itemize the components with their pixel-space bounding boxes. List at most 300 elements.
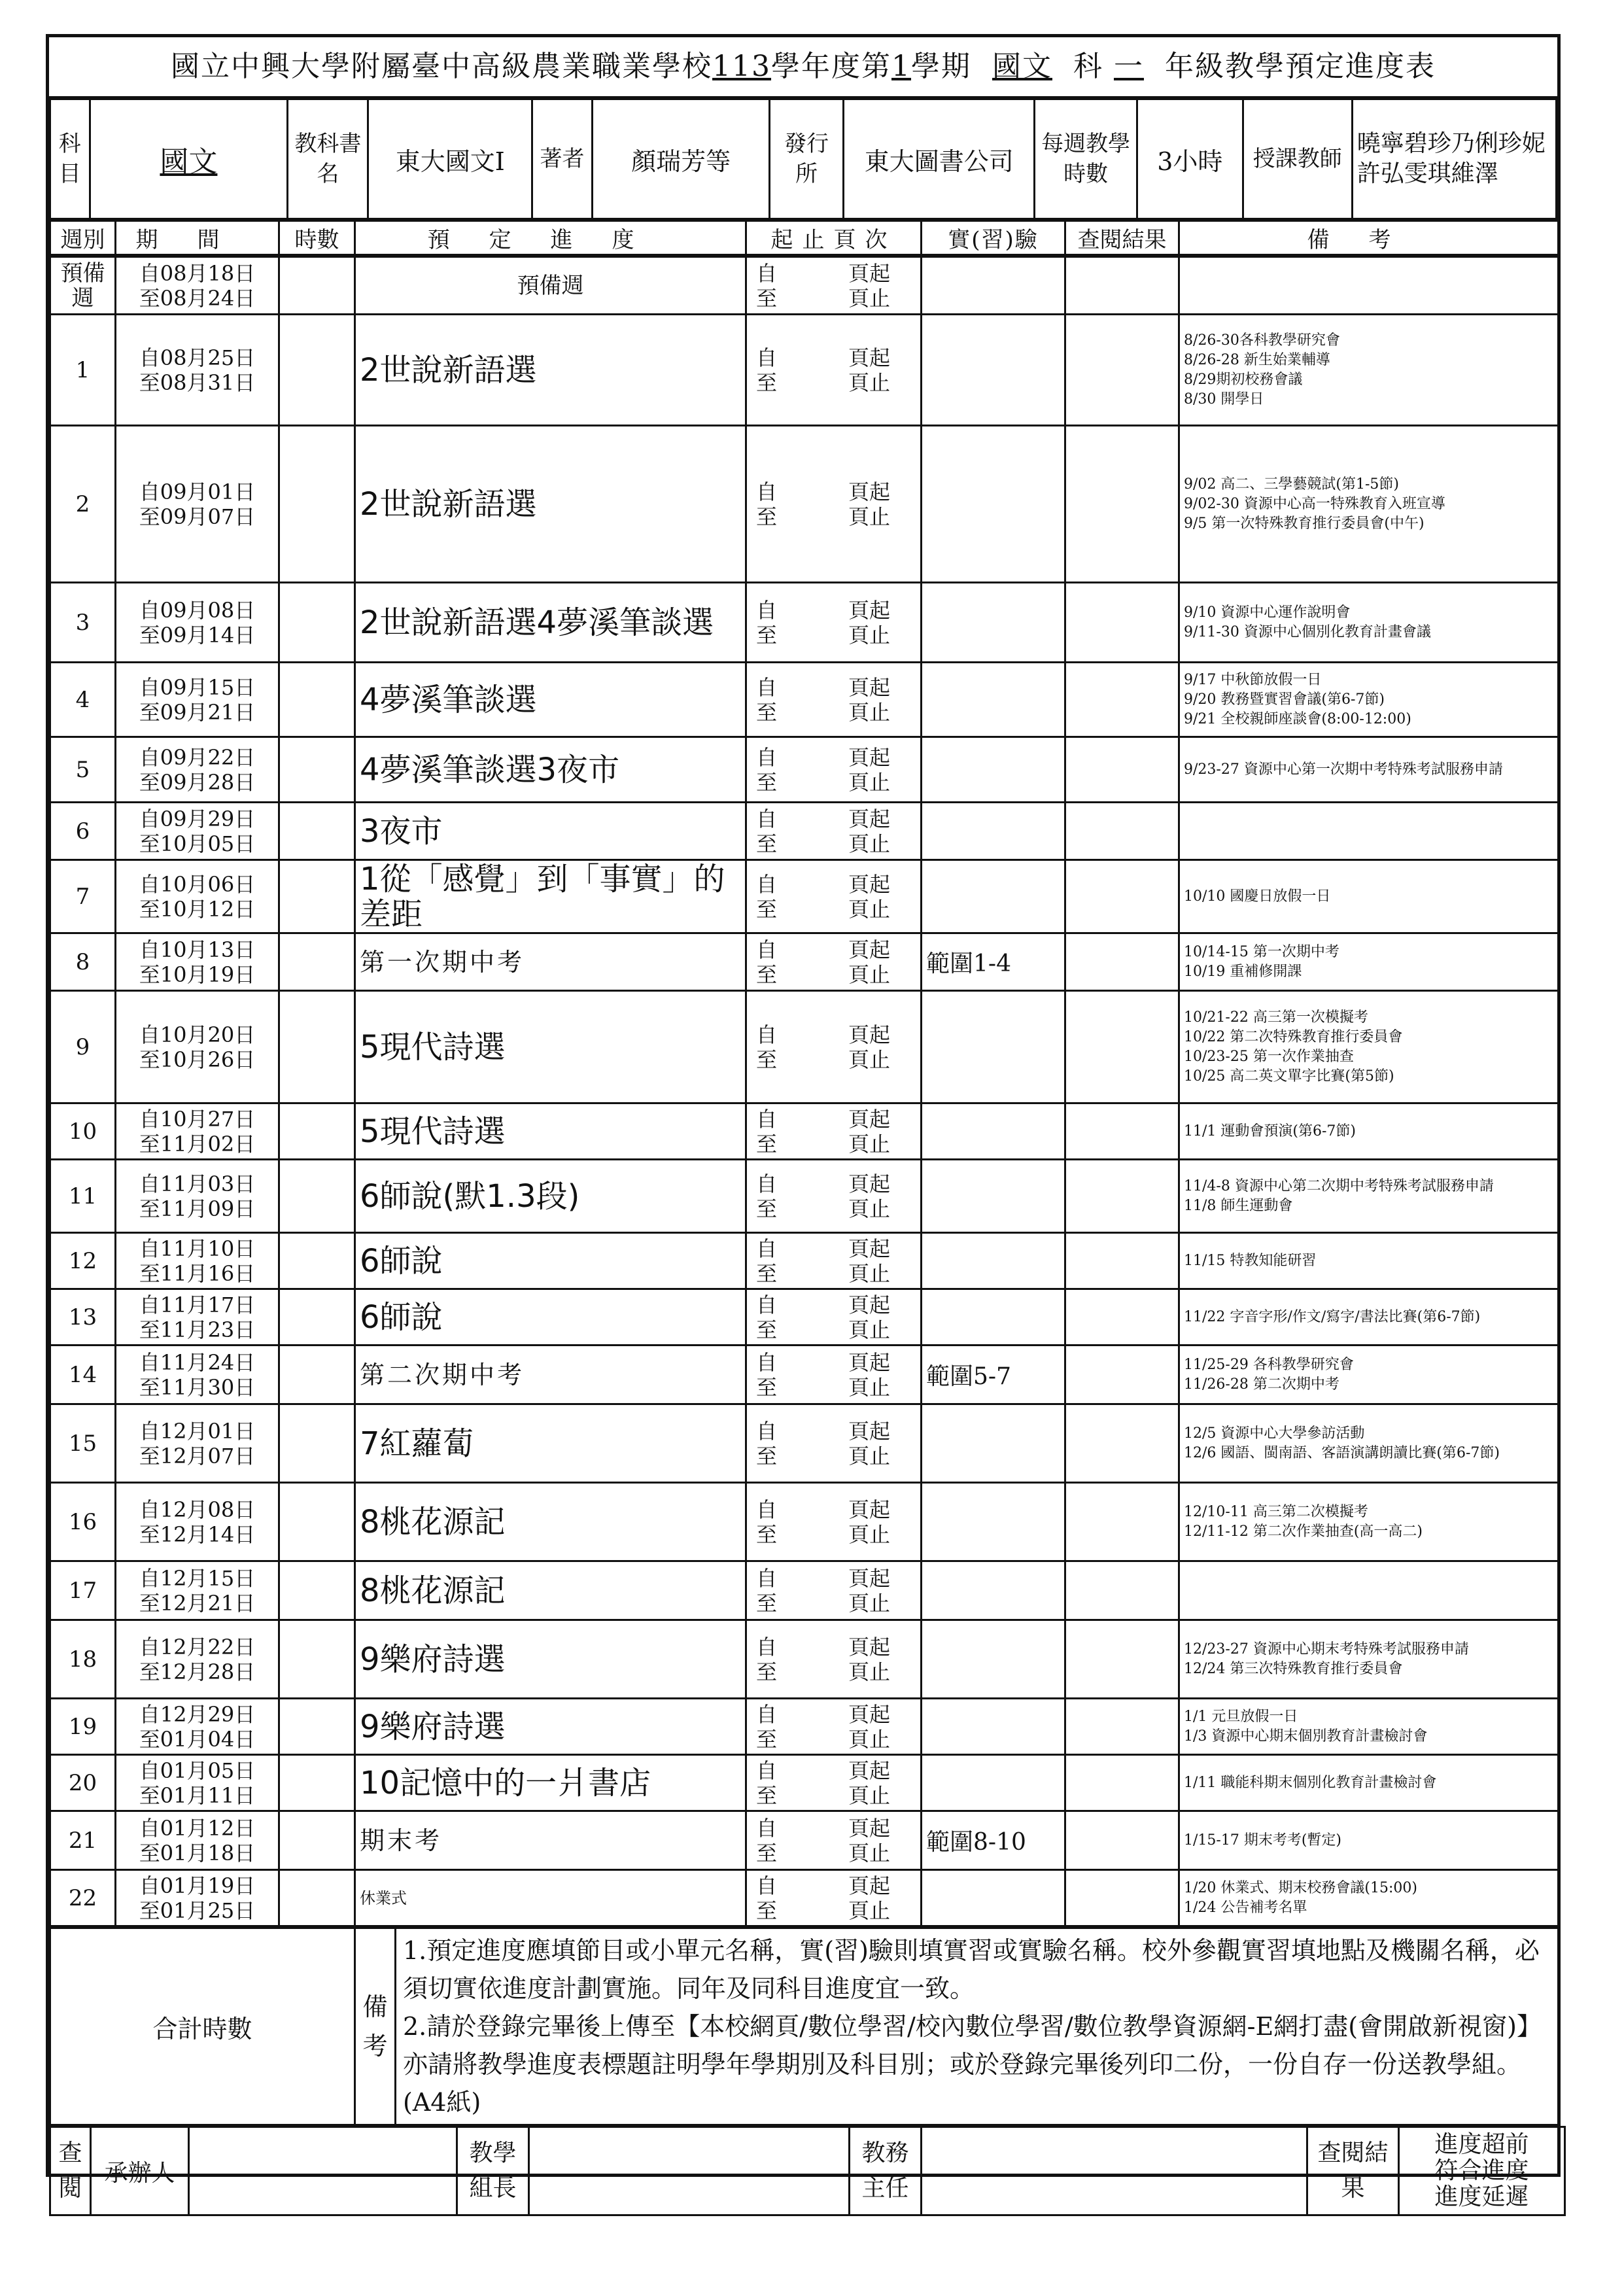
week-period xyxy=(116,1404,279,1483)
week-number: 10 xyxy=(50,1103,116,1160)
period-from: 自01月05日 xyxy=(139,1758,256,1783)
schedule-sheet xyxy=(46,34,1561,2210)
week-review xyxy=(1065,1870,1179,1926)
page-range xyxy=(746,1620,922,1699)
page-to-label: 頁止 xyxy=(848,769,890,795)
week-hours xyxy=(279,1346,355,1404)
from-label: 自 xyxy=(756,479,778,504)
page-range xyxy=(746,1561,922,1620)
week-lab xyxy=(922,737,1065,803)
period-from: 自11月17日 xyxy=(139,1292,256,1317)
week-row xyxy=(50,1755,1559,1811)
handler-label: 承辦人 xyxy=(91,2127,189,2215)
to-label: 至 xyxy=(756,1260,778,1286)
progress-status-options[interactable] xyxy=(1399,2127,1565,2215)
week-notes xyxy=(1179,1755,1559,1811)
page-range xyxy=(746,1811,922,1870)
note-line: 10/25 高二英文單字比賽(第5節) xyxy=(1184,1068,1394,1085)
period-to: 至12月14日 xyxy=(139,1521,256,1547)
week-number: 19 xyxy=(50,1699,116,1755)
week-review xyxy=(1065,257,1179,315)
week-review xyxy=(1065,583,1179,663)
week-notes xyxy=(1179,737,1559,803)
week-progress: 預備週 xyxy=(355,257,746,315)
period-to: 至09月07日 xyxy=(139,504,256,529)
page-from-label: 頁起 xyxy=(848,744,890,770)
period-to: 至12月28日 xyxy=(139,1659,256,1684)
page-range xyxy=(746,426,922,583)
from-label: 自 xyxy=(756,1565,778,1591)
period-to: 至09月21日 xyxy=(139,699,256,725)
note-line: 1/3 資源中心期末個別教育計畫檢討會 xyxy=(1184,1728,1428,1745)
week-progress: 6師說 xyxy=(355,1289,746,1346)
note-line: 8/29期初校務會議 xyxy=(1184,371,1303,388)
week-lab xyxy=(922,583,1065,663)
week-notes xyxy=(1179,1561,1559,1620)
week-period xyxy=(116,991,279,1103)
page-from-label: 頁起 xyxy=(848,806,890,831)
week-row xyxy=(50,860,1559,933)
week-progress: 10記憶中的一爿書店 xyxy=(355,1755,746,1811)
week-notes xyxy=(1179,1103,1559,1160)
to-label: 至 xyxy=(756,1196,778,1221)
period-to: 至08月31日 xyxy=(139,370,256,395)
week-notes xyxy=(1179,1620,1559,1699)
note-line: 11/25-29 各科教學研究會 xyxy=(1184,1356,1354,1373)
from-label: 自 xyxy=(756,1873,778,1898)
note-line: 9/17 中秋節放假一日 xyxy=(1184,671,1322,688)
academic-director-label: 教務主任 xyxy=(850,2127,922,2215)
header-period: 期間 xyxy=(116,221,279,255)
week-row xyxy=(50,315,1559,426)
week-row xyxy=(50,737,1559,803)
week-review xyxy=(1065,1103,1179,1160)
note-line: 11/8 師生運動會 xyxy=(1184,1197,1293,1214)
note-line: 8/26-30各科教學研究會 xyxy=(1184,332,1340,349)
week-review xyxy=(1065,1561,1179,1620)
week-review xyxy=(1065,1483,1179,1561)
week-notes xyxy=(1179,991,1559,1103)
status-behind: 進度延遲 xyxy=(1434,2183,1529,2210)
week-number: 22 xyxy=(50,1870,116,1926)
period-from: 自11月24日 xyxy=(139,1349,256,1375)
page-from-label: 頁起 xyxy=(848,1634,890,1659)
period-from: 自10月20日 xyxy=(139,1022,256,1047)
page-from-label: 頁起 xyxy=(848,1497,890,1522)
week-lab xyxy=(922,860,1065,933)
note-line: 12/5 資源中心大學參訪活動 xyxy=(1184,1425,1365,1442)
week-review xyxy=(1065,991,1179,1103)
week-progress: 1從「感覺」到「事實」的差距 xyxy=(355,860,746,933)
note-line: 8/26-28 新生始業輔導 xyxy=(1184,351,1330,368)
week-period xyxy=(116,1103,279,1160)
week-hours xyxy=(279,1811,355,1870)
period-to: 至01月11日 xyxy=(139,1782,256,1808)
week-row xyxy=(50,1346,1559,1404)
review-result-label: 查閱結果 xyxy=(1307,2127,1399,2215)
note-line: 10/10 國慶日放假一日 xyxy=(1184,888,1331,905)
week-hours xyxy=(279,737,355,803)
page-from-label: 頁起 xyxy=(848,1758,890,1783)
week-hours xyxy=(279,1404,355,1483)
to-label: 至 xyxy=(756,1443,778,1468)
to-label: 至 xyxy=(756,504,778,529)
week-number: 11 xyxy=(50,1160,116,1233)
week-progress: 5現代詩選 xyxy=(355,1103,746,1160)
week-progress: 6師說 xyxy=(355,1233,746,1289)
page-range xyxy=(746,860,922,933)
course-info-table xyxy=(49,98,1557,220)
week-notes xyxy=(1179,860,1559,933)
page-from-label: 頁起 xyxy=(848,479,890,504)
week-lab xyxy=(922,663,1065,737)
remark-2: 2.請於登錄完畢後上傳至【本校網頁/數位學習/校內數位學習/數位教學資源網-E網打盡(會開啟新視窗)】亦請將教學進度表標題註明學年學期別及科目別；或於登錄完畢後列印二份，一份自存一份送教學組。(A4紙) xyxy=(403,2012,1542,2117)
to-label: 至 xyxy=(756,1840,778,1866)
note-line: 10/22 第二次特殊教育推行委員會 xyxy=(1184,1028,1403,1045)
period-from: 自12月08日 xyxy=(139,1497,256,1522)
week-row xyxy=(50,1870,1559,1926)
to-label: 至 xyxy=(756,769,778,795)
week-lab: 範圍8-10 xyxy=(922,1811,1065,1870)
week-hours xyxy=(279,1755,355,1811)
week-lab xyxy=(922,1699,1065,1755)
week-number: 7 xyxy=(50,860,116,933)
week-notes xyxy=(1179,1699,1559,1755)
note-line: 10/23-25 第一次作業抽查 xyxy=(1184,1048,1354,1065)
note-line: 12/11-12 第二次作業抽查(高一高二) xyxy=(1184,1523,1423,1540)
to-label: 至 xyxy=(756,1898,778,1923)
week-hours xyxy=(279,1160,355,1233)
page-range xyxy=(746,1870,922,1926)
note-line: 9/02-30 資源中心高一特殊教育入班宣導 xyxy=(1184,495,1445,512)
week-review xyxy=(1065,803,1179,860)
week-period xyxy=(116,737,279,803)
week-progress: 7紅蘿蔔 xyxy=(355,1404,746,1483)
note-line: 12/23-27 資源中心期末考特殊考試服務申請 xyxy=(1184,1641,1469,1658)
week-notes xyxy=(1179,1870,1559,1926)
page-from-label: 頁起 xyxy=(848,1236,890,1261)
handler-signature-box[interactable] xyxy=(189,2127,457,2215)
week-notes xyxy=(1179,315,1559,426)
note-line: 1/20 休業式、期末校務會議(15:00) xyxy=(1184,1879,1417,1896)
from-label: 自 xyxy=(756,744,778,770)
week-progress: 2世說新語選 xyxy=(355,315,746,426)
page-to-label: 頁止 xyxy=(848,1131,890,1156)
period-from: 自01月19日 xyxy=(139,1873,256,1898)
week-notes xyxy=(1179,257,1559,315)
week-row xyxy=(50,426,1559,583)
to-label: 至 xyxy=(756,1374,778,1400)
period-from: 自12月29日 xyxy=(139,1701,256,1727)
week-period xyxy=(116,1811,279,1870)
period-from: 自12月22日 xyxy=(139,1634,256,1659)
week-review xyxy=(1065,737,1179,803)
week-number: 2 xyxy=(50,426,116,583)
week-number: 20 xyxy=(50,1755,116,1811)
remarks-text xyxy=(396,1928,1559,2125)
page-from-label: 頁起 xyxy=(848,260,890,286)
note-line: 11/15 特教知能研習 xyxy=(1184,1252,1317,1269)
week-number: 21 xyxy=(50,1811,116,1870)
page-range xyxy=(746,1160,922,1233)
page-to-label: 頁止 xyxy=(848,831,890,856)
week-period xyxy=(116,1561,279,1620)
page-range xyxy=(746,1289,922,1346)
page-from-label: 頁起 xyxy=(848,1106,890,1132)
page-range xyxy=(746,315,922,426)
to-label: 至 xyxy=(756,896,778,922)
week-number: 16 xyxy=(50,1483,116,1561)
week-notes xyxy=(1179,803,1559,860)
week-progress: 6師說(默1.3段) xyxy=(355,1160,746,1233)
week-period xyxy=(116,1870,279,1926)
week-row xyxy=(50,663,1559,737)
week-hours xyxy=(279,860,355,933)
to-label: 至 xyxy=(756,962,778,987)
period-from: 自12月01日 xyxy=(139,1418,256,1444)
period-from: 自08月18日 xyxy=(139,260,256,286)
week-progress: 第二次期中考 xyxy=(355,1346,746,1404)
page-range xyxy=(746,933,922,991)
week-hours xyxy=(279,663,355,737)
week-progress: 5現代詩選 xyxy=(355,991,746,1103)
week-period xyxy=(116,860,279,933)
week-hours xyxy=(279,933,355,991)
page-from-label: 頁起 xyxy=(848,1022,890,1047)
week-review xyxy=(1065,1620,1179,1699)
week-number: 6 xyxy=(50,803,116,860)
week-row xyxy=(50,1811,1559,1870)
week-notes xyxy=(1179,1404,1559,1483)
header-week: 週別 xyxy=(50,221,116,255)
title-grade: 一 xyxy=(1113,50,1144,83)
week-rows-table xyxy=(49,256,1559,1927)
period-to: 至10月05日 xyxy=(139,831,256,856)
week-number: 8 xyxy=(50,933,116,991)
from-label: 自 xyxy=(756,1292,778,1317)
to-label: 至 xyxy=(756,1659,778,1684)
school-year: 113 xyxy=(712,50,772,83)
week-number: 1 xyxy=(50,315,116,426)
status-ahead: 進度超前 xyxy=(1434,2131,1529,2158)
week-lab xyxy=(922,257,1065,315)
week-hours xyxy=(279,991,355,1103)
period-from: 自09月15日 xyxy=(139,674,256,700)
to-label: 至 xyxy=(756,622,778,648)
page-range xyxy=(746,1346,922,1404)
page-to-label: 頁止 xyxy=(848,1260,890,1286)
week-row xyxy=(50,1561,1559,1620)
week-period xyxy=(116,1699,279,1755)
note-line: 12/10-11 高三第二次模擬考 xyxy=(1184,1503,1368,1520)
period-to: 至01月25日 xyxy=(139,1898,256,1923)
teaching-head-signature-box[interactable] xyxy=(529,2127,850,2215)
subject-value: 國文 xyxy=(90,99,288,219)
period-from: 自09月08日 xyxy=(139,597,256,623)
note-line: 10/21-22 高三第一次模擬考 xyxy=(1184,1009,1368,1026)
period-to: 至08月24日 xyxy=(139,285,256,311)
week-hours xyxy=(279,1699,355,1755)
period-to: 至11月02日 xyxy=(139,1131,256,1156)
week-progress: 第一次期中考 xyxy=(355,933,746,991)
to-label: 至 xyxy=(756,285,778,311)
header-notes: 備考 xyxy=(1179,221,1559,255)
week-hours xyxy=(279,315,355,426)
period-to: 至09月28日 xyxy=(139,769,256,795)
week-progress: 8桃花源記 xyxy=(355,1483,746,1561)
week-lab xyxy=(922,1233,1065,1289)
week-period xyxy=(116,1483,279,1561)
week-number: 5 xyxy=(50,737,116,803)
week-row xyxy=(50,583,1559,663)
week-number: 9 xyxy=(50,991,116,1103)
week-lab xyxy=(922,1620,1065,1699)
week-hours xyxy=(279,1233,355,1289)
week-review xyxy=(1065,1811,1179,1870)
from-label: 自 xyxy=(756,871,778,897)
week-number: 18 xyxy=(50,1620,116,1699)
week-period xyxy=(116,315,279,426)
textbook-label: 教科書名 xyxy=(288,99,368,219)
page-to-label: 頁止 xyxy=(848,1047,890,1072)
from-label: 自 xyxy=(756,1815,778,1841)
to-label: 至 xyxy=(756,1131,778,1156)
week-progress: 休業式 xyxy=(355,1870,746,1926)
period-to: 至11月09日 xyxy=(139,1196,256,1221)
page-to-label: 頁止 xyxy=(848,1840,890,1866)
period-from: 自08月25日 xyxy=(139,345,256,370)
page-range xyxy=(746,991,922,1103)
week-notes xyxy=(1179,933,1559,991)
week-lab xyxy=(922,1404,1065,1483)
period-to: 至10月26日 xyxy=(139,1047,256,1072)
document-name: 教學預定進度表 xyxy=(1224,50,1436,83)
from-label: 自 xyxy=(756,1349,778,1375)
week-number: 15 xyxy=(50,1404,116,1483)
remarks-label: 備考 xyxy=(355,1928,396,2125)
note-line: 9/02 高二、三學藝競試(第1-5節) xyxy=(1184,476,1399,493)
week-row xyxy=(50,991,1559,1103)
note-line: 1/11 職能科期末個別化教育計畫檢討會 xyxy=(1184,1774,1437,1791)
signature-table xyxy=(49,2126,1566,2216)
school-name: 國立中興大學附屬臺中高級農業職業學校 xyxy=(171,50,713,83)
week-notes xyxy=(1179,1811,1559,1870)
page-from-label: 頁起 xyxy=(848,597,890,623)
note-line: 9/5 第一次特殊教育推行委員會(中午) xyxy=(1184,515,1425,532)
week-review xyxy=(1065,1404,1179,1483)
note-line: 11/22 字音字形/作文/寫字/書法比賽(第6-7節) xyxy=(1184,1308,1481,1325)
week-period xyxy=(116,663,279,737)
from-label: 自 xyxy=(756,1497,778,1522)
week-notes xyxy=(1179,426,1559,583)
week-notes xyxy=(1179,1289,1559,1346)
page-to-label: 頁止 xyxy=(848,1726,890,1752)
note-line: 9/23-27 資源中心第一次期中考特殊考試服務申請 xyxy=(1184,761,1503,778)
title-subject: 國文 xyxy=(992,50,1052,83)
review-label: 查閱 xyxy=(50,2127,91,2215)
page-to-label: 頁止 xyxy=(848,1659,890,1684)
remark-1: 1.預定進度應填節目或小單元名稱，實(習)驗則填實習或實驗名稱。校外參觀實習填地點及機關名稱，必須切實依進度計劃實施。同年及同科目進度宜一致。 xyxy=(403,1936,1540,2003)
week-period xyxy=(116,1620,279,1699)
from-label: 自 xyxy=(756,260,778,286)
note-line: 1/15-17 期末考考(暫定) xyxy=(1184,1832,1341,1849)
header-pages: 起止頁次 xyxy=(746,221,922,255)
hours-label: 每週教學時數 xyxy=(1035,99,1137,219)
page-from-label: 頁起 xyxy=(848,1349,890,1375)
week-lab xyxy=(922,1870,1065,1926)
to-label: 至 xyxy=(756,1317,778,1342)
week-row xyxy=(50,803,1559,860)
week-period xyxy=(116,1346,279,1404)
page-from-label: 頁起 xyxy=(848,1171,890,1196)
note-line: 1/1 元旦放假一日 xyxy=(1184,1708,1298,1725)
week-period xyxy=(116,1233,279,1289)
week-notes xyxy=(1179,1233,1559,1289)
week-number: 預備週 xyxy=(50,257,116,315)
period-to: 至10月19日 xyxy=(139,962,256,987)
page-to-label: 頁止 xyxy=(848,1898,890,1923)
author-value: 顏瑞芳等 xyxy=(592,99,769,219)
academic-director-signature-box[interactable] xyxy=(922,2127,1307,2215)
note-line: 11/26-28 第二次期中考 xyxy=(1184,1376,1339,1393)
header-progress: 預定進度 xyxy=(355,221,746,255)
week-lab xyxy=(922,1561,1065,1620)
page-to-label: 頁止 xyxy=(848,896,890,922)
note-line: 12/24 第三次特殊教育推行委員會 xyxy=(1184,1660,1403,1677)
week-hours xyxy=(279,1289,355,1346)
week-review xyxy=(1065,1289,1179,1346)
page-range xyxy=(746,1404,922,1483)
textbook-value: 東大國文I xyxy=(368,99,532,219)
period-to: 至01月18日 xyxy=(139,1840,256,1866)
week-progress: 9樂府詩選 xyxy=(355,1620,746,1699)
schedule-table xyxy=(49,220,1559,256)
week-period xyxy=(116,1289,279,1346)
week-period xyxy=(116,1755,279,1811)
period-to: 至11月23日 xyxy=(139,1317,256,1342)
week-row xyxy=(50,1404,1559,1483)
page-range xyxy=(746,737,922,803)
to-label: 至 xyxy=(756,1590,778,1616)
note-line: 9/21 全校親師座談會(8:00-12:00) xyxy=(1184,710,1411,727)
week-row xyxy=(50,1483,1559,1561)
week-progress: 8桃花源記 xyxy=(355,1561,746,1620)
remarks-table xyxy=(49,1927,1559,2126)
week-hours xyxy=(279,1103,355,1160)
period-to: 至01月04日 xyxy=(139,1726,256,1752)
week-review xyxy=(1065,663,1179,737)
period-to: 至12月21日 xyxy=(139,1590,256,1616)
week-progress: 9樂府詩選 xyxy=(355,1699,746,1755)
week-period xyxy=(116,583,279,663)
week-review xyxy=(1065,1160,1179,1233)
week-number: 3 xyxy=(50,583,116,663)
week-period xyxy=(116,1160,279,1233)
page-to-label: 頁止 xyxy=(848,1196,890,1221)
from-label: 自 xyxy=(756,1106,778,1132)
total-hours-label: 合計時數 xyxy=(50,1928,355,2125)
period-from: 自10月13日 xyxy=(139,937,256,962)
to-label: 至 xyxy=(756,831,778,856)
period-to: 至11月16日 xyxy=(139,1260,256,1286)
page-from-label: 頁起 xyxy=(848,1565,890,1591)
from-label: 自 xyxy=(756,1418,778,1444)
page-to-label: 頁止 xyxy=(848,370,890,395)
to-label: 至 xyxy=(756,1726,778,1752)
week-review xyxy=(1065,426,1179,583)
publisher-value: 東大圖書公司 xyxy=(844,99,1035,219)
to-label: 至 xyxy=(756,699,778,725)
